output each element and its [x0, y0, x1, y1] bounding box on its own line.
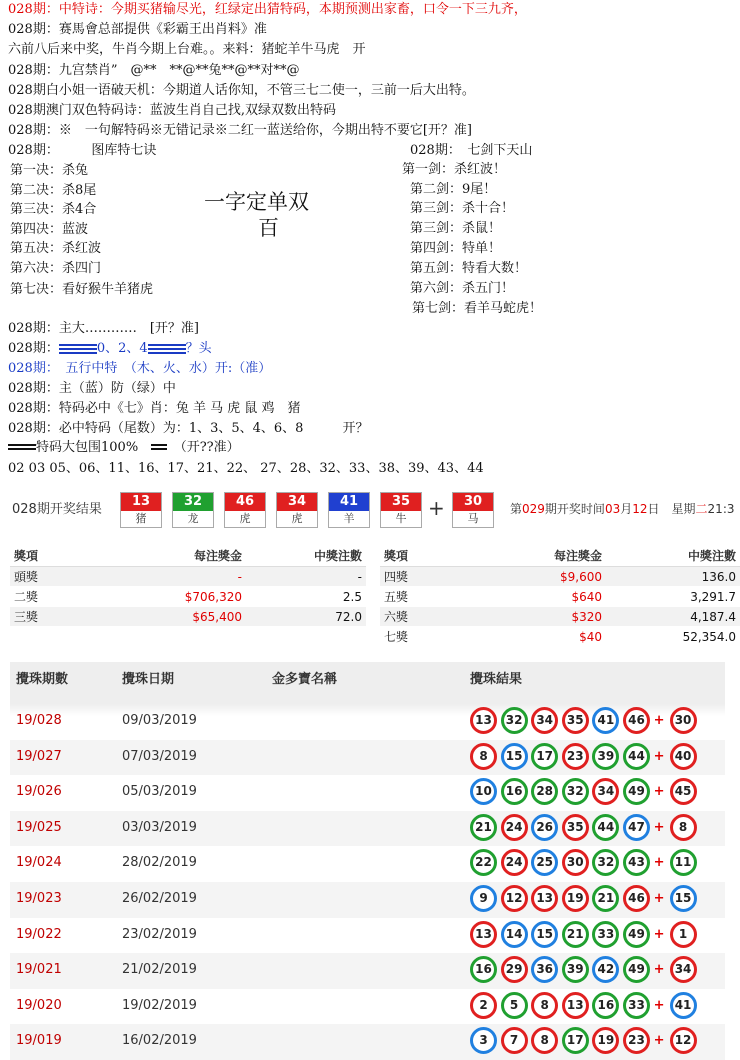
history-ball: 17: [531, 743, 558, 770]
history-date: 16/02/2019: [122, 1033, 197, 1049]
result-ball-number: 46: [225, 493, 265, 511]
col-header: 中獎注數: [246, 544, 366, 567]
history-special-ball: 30: [670, 707, 697, 734]
prize-name: 六獎: [380, 607, 468, 627]
history-row: [10, 846, 725, 882]
col-header: 每注獎金: [118, 544, 246, 567]
plus-icon: +: [653, 1033, 665, 1049]
history-ball: 14: [501, 921, 528, 948]
history-balls: [470, 849, 700, 876]
next-draw-mid: 期开奖时间: [544, 502, 605, 516]
history-ball: 12: [501, 885, 528, 912]
result-ball: [276, 492, 318, 528]
history-ball: 47: [623, 814, 650, 841]
history-ball: 49: [623, 778, 650, 805]
forbidden-line: 028期：九宫禁肖” @** **@**兔**@**对**@: [8, 63, 300, 78]
history-ball: 32: [592, 849, 619, 876]
history-ball: 49: [623, 921, 650, 948]
next-draw-weekday: 二: [695, 502, 708, 516]
history-ball: 16: [501, 778, 528, 805]
history-special-ball: 12: [670, 1027, 697, 1054]
plus-icon: +: [653, 890, 665, 906]
history-ball: 13: [470, 921, 497, 948]
right-item: 第四剑：特单！: [410, 241, 502, 256]
history-row: [10, 882, 725, 918]
hint-line: 六前八后来中奖，牛肖今期上台难。。来料：猪蛇羊牛马虎 开: [8, 42, 366, 57]
history-date: 28/02/2019: [122, 855, 197, 871]
right-item: 第一剑：杀红波！: [402, 162, 507, 177]
history-special-ball: 45: [670, 778, 697, 805]
history-balls: [470, 814, 700, 841]
next-draw-time: 21:3: [707, 502, 735, 516]
draw-results-label: 028期开奖结果: [12, 502, 102, 517]
history-balls: [470, 707, 700, 734]
result-ball: [380, 492, 422, 528]
next-draw-prefix: 第: [510, 502, 523, 516]
result-ball: [224, 492, 266, 528]
history-ball: 43: [623, 849, 650, 876]
plus-icon: +: [653, 962, 665, 978]
col-header: 每注獎金: [468, 544, 606, 567]
history-ball: 21: [592, 885, 619, 912]
left-item: 第六决：杀四门: [10, 261, 102, 276]
next-draw-m: 月: [620, 502, 633, 516]
right-item: 第七剑：看羊马蛇虎！: [412, 301, 543, 316]
blue-bars-icon: [148, 344, 186, 354]
history-ball: 33: [592, 921, 619, 948]
big-slogan: 一字定单双: [204, 190, 309, 214]
history-ball: 29: [501, 956, 528, 983]
macau-line: 028期澳门双色特码诗：蓝波生肖自己找,双绿双数出特码: [8, 103, 336, 118]
history-ball: 5: [501, 992, 528, 1019]
history-date: 26/02/2019: [122, 890, 197, 906]
history-balls: [470, 1027, 700, 1054]
right-item: 第二剑：9尾！: [410, 182, 497, 197]
history-ball: 2: [470, 992, 497, 1019]
prize-name: 四獎: [380, 567, 468, 587]
result-ball-zodiac: 龙: [173, 511, 213, 527]
prize-amount: $320: [468, 607, 606, 627]
history-ball: 13: [531, 885, 558, 912]
history-ball: 19: [562, 885, 589, 912]
history-period[interactable]: 19/023: [16, 890, 62, 906]
history-ball: 35: [562, 814, 589, 841]
prize-amount: -: [118, 567, 246, 587]
left-item: 第七决：看好猴牛羊猪虎: [10, 282, 154, 297]
range-text: 特码大包围100%: [36, 440, 139, 455]
head-number-suffix: ？头: [185, 341, 212, 356]
history-ball: 13: [562, 992, 589, 1019]
result-ball: [328, 492, 370, 528]
head-numbers: 0、2、4: [96, 341, 148, 356]
result-ball-zodiac: 猪: [121, 511, 161, 527]
special-ball: [452, 492, 494, 528]
head-number-prefix: 028期：: [8, 341, 59, 356]
left-item: 第一决：杀兔: [10, 163, 89, 178]
result-ball-number: 35: [381, 493, 421, 511]
history-ball: 15: [501, 743, 528, 770]
seven-zodiac-line: 028期：特码必中《七》肖：兔 羊 马 虎 鼠 鸡 猪: [8, 401, 301, 416]
numbers-line: 02 03 05、06、11、16、17、21、22、 27、28、32、33、38、39、43、44: [8, 461, 484, 476]
history-ball: 46: [623, 885, 650, 912]
history-ball: 32: [501, 707, 528, 734]
result-ball-number: 41: [329, 493, 369, 511]
history-ball: 39: [592, 743, 619, 770]
history-row: [10, 953, 725, 989]
prize-name: 三獎: [10, 607, 118, 627]
history-ball: 34: [592, 778, 619, 805]
color-line: 028期：主（蓝）防（绿）中: [8, 381, 176, 396]
prize-count: -: [246, 567, 366, 587]
history-special-ball: 1: [670, 921, 697, 948]
history-period[interactable]: 19/020: [16, 997, 62, 1013]
history-ball: 7: [501, 1027, 528, 1054]
history-date: 21/02/2019: [122, 962, 197, 978]
history-period[interactable]: 19/019: [16, 1033, 62, 1049]
col-header: 中獎注數: [606, 544, 740, 567]
left-item: 第四决：蓝波: [10, 222, 89, 237]
history-ball: 3: [470, 1027, 497, 1054]
history-ball: 24: [501, 849, 528, 876]
special-ball-number: 30: [453, 493, 493, 511]
history-ball: 23: [623, 1027, 650, 1054]
history-row: [10, 740, 725, 776]
prize-name: 二獎: [10, 587, 118, 607]
history-ball: 22: [470, 849, 497, 876]
history-ball: 41: [592, 707, 619, 734]
result-ball-zodiac: 虎: [277, 511, 317, 527]
history-balls: [470, 921, 700, 948]
history-special-ball: 40: [670, 743, 697, 770]
result-ball-zodiac: 羊: [329, 511, 369, 527]
history-ball: 8: [531, 1027, 558, 1054]
history-ball: 49: [623, 956, 650, 983]
history-balls: [470, 743, 700, 770]
history-ball: 16: [592, 992, 619, 1019]
history-ball: 30: [562, 849, 589, 876]
special-ball-zodiac: 马: [453, 511, 493, 527]
history-ball: 34: [531, 707, 558, 734]
history-period[interactable]: 19/022: [16, 926, 62, 942]
prize-amount: $65,400: [118, 607, 246, 627]
left-item: 第二决：杀8尾: [10, 183, 97, 198]
big-slogan-char: 百: [258, 216, 279, 240]
history-row: [10, 918, 725, 954]
prize-count: 136.0: [606, 567, 740, 587]
history-special-ball: 15: [670, 885, 697, 912]
history-date: 05/03/2019: [122, 784, 197, 800]
next-draw-period: 029: [522, 502, 545, 516]
history-ball: 39: [562, 956, 589, 983]
history-balls: [470, 778, 700, 805]
history-ball: 44: [623, 743, 650, 770]
tail-line: 028期：必中特码（尾数）为：1、3、5、4、6、8 开？: [8, 421, 369, 436]
black-bars-icon: [8, 444, 36, 452]
draw-history-table: [10, 662, 725, 1060]
history-period[interactable]: 19/026: [16, 784, 62, 800]
head-number-line: [8, 340, 212, 358]
prize-amount: $40: [468, 627, 606, 647]
prize-table-left: [10, 544, 366, 627]
history-ball: 16: [470, 956, 497, 983]
plus-icon: +: [653, 997, 665, 1013]
history-row: [10, 989, 725, 1025]
history-special-ball: 8: [670, 814, 697, 841]
history-header: [10, 662, 725, 704]
prize-name: 七獎: [380, 627, 468, 647]
col-header-date: 攪珠日期: [122, 672, 175, 687]
plus-icon: +: [653, 819, 665, 835]
history-date: 09/03/2019: [122, 713, 197, 728]
history-balls: [470, 885, 700, 912]
history-date: 07/03/2019: [122, 748, 197, 764]
history-ball: 28: [531, 778, 558, 805]
riddle-line: 028期白小姐一语破天机：今期道人话你知，不管三七二使一，三前一后大出特。: [8, 83, 475, 98]
prize-count: 3,291.7: [606, 587, 740, 607]
history-row: [10, 1024, 725, 1060]
history-ball: 8: [470, 743, 497, 770]
range-suffix: （开??准）: [167, 440, 240, 455]
next-draw-month: 03: [604, 502, 621, 516]
history-ball: 9: [470, 885, 497, 912]
left-item: 第三决：杀4合: [10, 202, 97, 217]
result-ball: [120, 492, 162, 528]
col-header-result: 攪珠結果: [470, 672, 523, 687]
history-date: 03/03/2019: [122, 819, 197, 835]
history-period[interactable]: 19/025: [16, 819, 62, 835]
prize-count: 72.0: [246, 607, 366, 627]
left-col-heading: 028期： 图库特七诀: [8, 143, 157, 158]
blue-bars-icon: [59, 344, 97, 354]
history-date: 19/02/2019: [122, 997, 197, 1013]
history-ball: 46: [623, 707, 650, 734]
history-ball: 21: [470, 814, 497, 841]
next-draw-day: 12: [632, 502, 648, 516]
poem-line: 028期：中特诗：今期买猪输尽光，红绿定出猜特码，本期预测出家畜，口令一下三九齐，: [8, 2, 527, 17]
col-header-period: 攪珠期數: [16, 672, 69, 687]
result-ball-zodiac: 虎: [225, 511, 265, 527]
history-period[interactable]: 19/028: [16, 713, 62, 728]
col-header-name: 金多寶名稱: [272, 672, 338, 687]
right-item: 第三剑：杀十合！: [410, 201, 515, 216]
result-ball: [172, 492, 214, 528]
history-row: [10, 704, 725, 740]
history-date: 23/02/2019: [122, 926, 197, 942]
history-ball: 21: [562, 921, 589, 948]
history-ball: 8: [531, 992, 558, 1019]
result-ball-number: 32: [173, 493, 213, 511]
draw-results-bar: [0, 490, 735, 530]
black-bars-icon: [151, 444, 167, 452]
history-period[interactable]: 19/021: [16, 962, 62, 978]
history-ball: 17: [562, 1027, 589, 1054]
history-ball: 13: [470, 707, 497, 734]
right-item: 第五剑：特看大数！: [410, 261, 528, 276]
history-ball: 35: [562, 707, 589, 734]
prize-name: 五獎: [380, 587, 468, 607]
history-balls: [470, 992, 700, 1019]
history-row: [10, 811, 725, 847]
prize-count: 2.5: [246, 587, 366, 607]
history-ball: 24: [501, 814, 528, 841]
five-elements-text: 028期： 五行中特 （木、火、水）开:（准）: [8, 361, 272, 376]
history-ball: 19: [592, 1027, 619, 1054]
history-ball: 42: [592, 956, 619, 983]
plus-icon: +: [428, 496, 445, 520]
history-ball: 33: [623, 992, 650, 1019]
big-small-line: 028期：主大………… [开？准]: [8, 321, 199, 336]
history-period[interactable]: 19/027: [16, 748, 62, 764]
history-special-ball: 34: [670, 956, 697, 983]
history-ball: 23: [562, 743, 589, 770]
history-ball: 25: [531, 849, 558, 876]
history-balls: [470, 956, 700, 983]
right-item: 第三剑：杀鼠！: [410, 221, 502, 236]
plus-icon: +: [653, 713, 665, 728]
prize-amount: $9,600: [468, 567, 606, 587]
prize-amount: $706,320: [118, 587, 246, 607]
history-ball: 15: [531, 921, 558, 948]
one-phrase-line: 028期：※ 一句解特码※无错记录※二红一蓝送给你，今期出特不要它[开？准]: [8, 123, 472, 138]
right-item: 第六剑：杀五门！: [410, 281, 515, 296]
left-item: 第五决：杀红波: [10, 241, 102, 256]
plus-icon: +: [653, 748, 665, 764]
col-header: 獎項: [10, 544, 118, 567]
five-elements-line: [8, 360, 271, 378]
col-header: 獎項: [380, 544, 468, 567]
prize-table-right: [380, 544, 740, 647]
history-special-ball: 41: [670, 992, 697, 1019]
history-ball: 44: [592, 814, 619, 841]
plus-icon: +: [653, 926, 665, 942]
result-ball-number: 13: [121, 493, 161, 511]
history-ball: 32: [562, 778, 589, 805]
source-line: 028期：赛馬會总部提供《彩霸王出肖料》准: [8, 22, 267, 37]
next-draw-d: 日 星期: [647, 502, 696, 516]
history-row: [10, 775, 725, 811]
history-ball: 36: [531, 956, 558, 983]
history-special-ball: 11: [670, 849, 697, 876]
history-ball: 26: [531, 814, 558, 841]
plus-icon: +: [653, 855, 665, 871]
prize-count: 4,187.4: [606, 607, 740, 627]
range-line: [8, 439, 240, 457]
next-draw-info: [510, 500, 735, 517]
history-ball: 10: [470, 778, 497, 805]
result-ball-number: 34: [277, 493, 317, 511]
right-col-heading: 028期： 七剑下天山: [410, 143, 533, 158]
prize-amount: $640: [468, 587, 606, 607]
history-period[interactable]: 19/024: [16, 855, 62, 871]
result-ball-zodiac: 牛: [381, 511, 421, 527]
plus-icon: +: [653, 784, 665, 800]
prize-name: 頭獎: [10, 567, 118, 587]
prize-count: 52,354.0: [606, 627, 740, 647]
